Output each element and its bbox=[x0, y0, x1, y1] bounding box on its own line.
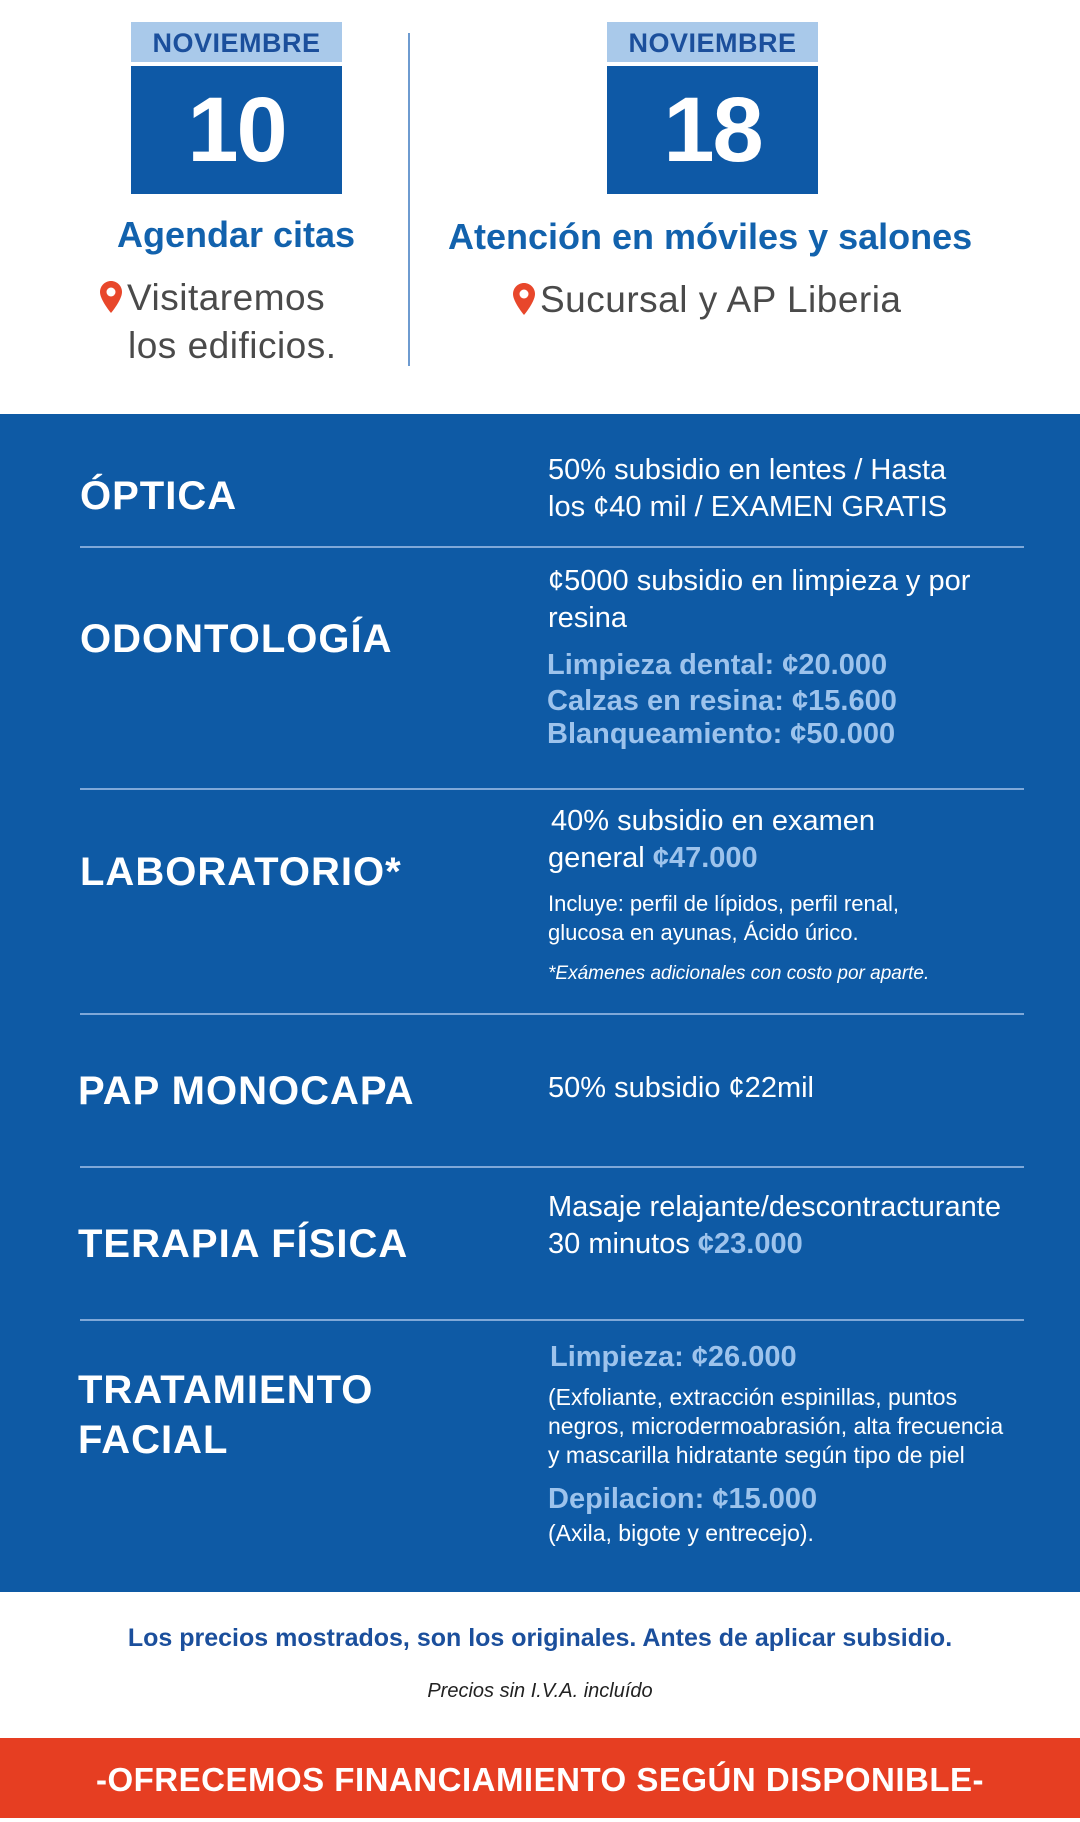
event-title-atencion: Atención en móviles y salones bbox=[448, 216, 973, 257]
laboratorio-note: *Exámenes adicionales con costo por aparte. bbox=[548, 963, 930, 984]
service-line: 50% subsidio en lentes / Hasta bbox=[548, 454, 947, 486]
services-panel bbox=[0, 414, 1080, 1592]
calendar-month: NOVIEMBRE bbox=[131, 22, 342, 62]
calendar-nov-18 bbox=[607, 22, 818, 194]
price-limpieza-facial: Limpieza: ¢26.000 bbox=[550, 1341, 797, 1373]
event-location-1 bbox=[99, 274, 337, 370]
event-location-2 bbox=[512, 276, 902, 324]
tax-note: Precios sin I.V.A. incluído bbox=[427, 1680, 653, 1702]
laboratorio-includes bbox=[548, 889, 899, 947]
location-pin-icon bbox=[512, 282, 536, 316]
calendar-month: NOVIEMBRE bbox=[607, 22, 818, 62]
location-pin-icon bbox=[99, 280, 123, 314]
desc-line: (Exfoliante, extracción espinillas, puntos bbox=[548, 1384, 958, 1410]
service-line: Masaje relajante/descontracturante bbox=[548, 1191, 1001, 1223]
event-location-line: los edificios. bbox=[128, 325, 337, 366]
service-name-laboratorio: LABORATORIO* bbox=[80, 850, 402, 894]
service-name-line: FACIAL bbox=[78, 1418, 229, 1462]
service-desc-optica bbox=[548, 452, 947, 526]
price-laboratorio: ¢47.000 bbox=[652, 842, 758, 874]
section-divider bbox=[80, 788, 1024, 790]
section-divider bbox=[80, 1013, 1024, 1015]
service-desc-pap: 50% subsidio ¢22mil bbox=[548, 1072, 814, 1104]
service-name-pap: PAP MONOCAPA bbox=[78, 1069, 415, 1113]
price-terapia: ¢23.000 bbox=[697, 1228, 803, 1260]
service-desc-odontologia bbox=[548, 563, 970, 637]
service-line: 30 minutos bbox=[548, 1228, 698, 1260]
service-desc-laboratorio bbox=[551, 803, 875, 840]
event-location-line: Visitaremos bbox=[127, 277, 326, 318]
price-notice: Los precios mostrados, son los originales. Antes de aplicar subsidio. bbox=[127, 1624, 953, 1652]
service-name-line: TRATAMIENTO bbox=[78, 1368, 374, 1412]
calendar-nov-10 bbox=[131, 22, 342, 194]
section-divider bbox=[80, 546, 1024, 548]
price-calzas-resina: Calzas en resina: ¢15.600 bbox=[547, 685, 897, 717]
section-divider bbox=[80, 1319, 1024, 1321]
service-line: los ¢40 mil / EXAMEN GRATIS bbox=[548, 491, 948, 523]
service-name-optica: ÓPTICA bbox=[80, 474, 238, 518]
section-divider bbox=[80, 1166, 1024, 1168]
service-name-facial bbox=[78, 1365, 373, 1465]
facial-desc-2: (Axila, bigote y entrecejo). bbox=[548, 1520, 814, 1546]
price-depilacion: Depilacion: ¢15.000 bbox=[548, 1483, 818, 1515]
service-line: ¢5000 subsidio en limpieza y por bbox=[548, 565, 971, 597]
service-desc-terapia bbox=[548, 1189, 1001, 1263]
service-line: general bbox=[548, 842, 653, 874]
desc-line: y mascarilla hidratante según tipo de piel bbox=[548, 1442, 965, 1468]
service-desc-laboratorio-line2 bbox=[548, 840, 758, 877]
includes-line: Incluye: perfil de lípidos, perfil renal, bbox=[548, 891, 899, 916]
financing-banner: -OFRECEMOS FINANCIAMIENTO SEGÚN DISPONIBLE- bbox=[0, 1738, 1080, 1818]
event-title-agendar: Agendar citas bbox=[117, 214, 356, 255]
event-location-line: Sucursal y AP Liberia bbox=[540, 279, 902, 320]
calendar-day: 18 bbox=[607, 66, 818, 194]
desc-line: negros, microdermoabrasión, alta frecuencia bbox=[548, 1413, 1004, 1439]
service-name-terapia: TERAPIA FÍSICA bbox=[78, 1222, 409, 1266]
vertical-divider bbox=[408, 33, 410, 366]
service-line: 40% subsidio en examen bbox=[551, 805, 876, 837]
service-name-odontologia: ODONTOLOGÍA bbox=[80, 617, 393, 661]
service-line: resina bbox=[548, 602, 627, 634]
facial-desc-1 bbox=[548, 1383, 1003, 1470]
calendar-day: 10 bbox=[131, 66, 342, 194]
price-blanqueamiento: Blanqueamiento: ¢50.000 bbox=[547, 718, 896, 750]
price-limpieza-dental: Limpieza dental: ¢20.000 bbox=[547, 649, 888, 681]
includes-line: glucosa en ayunas, Ácido úrico. bbox=[548, 920, 859, 945]
